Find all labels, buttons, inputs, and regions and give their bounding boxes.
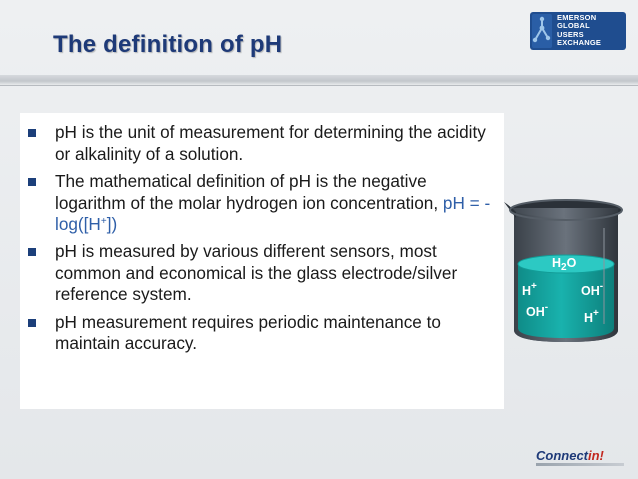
beaker-illustration [500,188,630,348]
logo-line-4: EXCHANGE [557,38,602,48]
logo-line-1: EMERSON [557,13,597,22]
bullet-square-icon [28,248,36,256]
logo-line-2: GLOBAL [557,21,590,31]
bullet-text: pH is the unit of measurement for determining the acidity or alkalinity of a solution. [55,122,486,164]
bullet-item [28,171,498,236]
footer-tagline-bar [536,463,624,466]
logo-text [557,14,601,48]
ion-label: H+ [522,281,537,298]
bullet-text: The mathematical definition of pH is the negative logarithm of the molar hydrogen ion concentration, [55,171,443,213]
formula-superscript: + [100,216,107,228]
connect-in-logo [536,448,626,470]
formula-suffix: ]) [106,214,118,235]
ion-label: H+ [584,308,599,325]
bullet-text: pH measurement requires periodic maintenance to maintain accuracy. [55,311,441,354]
ion-label: OH- [526,302,549,319]
footer-brand: Connectin! [536,448,604,463]
logo-line-3: USERS [557,29,584,39]
bullet-item [28,122,498,165]
bullet-square-icon [28,319,36,327]
slide-title: The definition of pH [53,31,283,58]
ion-label: OH- [581,281,604,298]
formula-prefix: pH = - log([H [55,192,491,235]
title-divider [0,75,638,85]
emerson-logo [530,12,626,72]
bullet-square-icon [28,129,36,137]
bullet-item [28,241,498,306]
bullet-item [28,312,498,355]
bullet-list [28,122,498,355]
title-divider-line [0,85,638,86]
solvent-label: $H_2O$ [552,256,577,273]
bullet-text: pH is measured by various different sensors, most common and economical is the glass electrode/silver reference system. [55,240,458,305]
bullet-square-icon [28,178,36,186]
